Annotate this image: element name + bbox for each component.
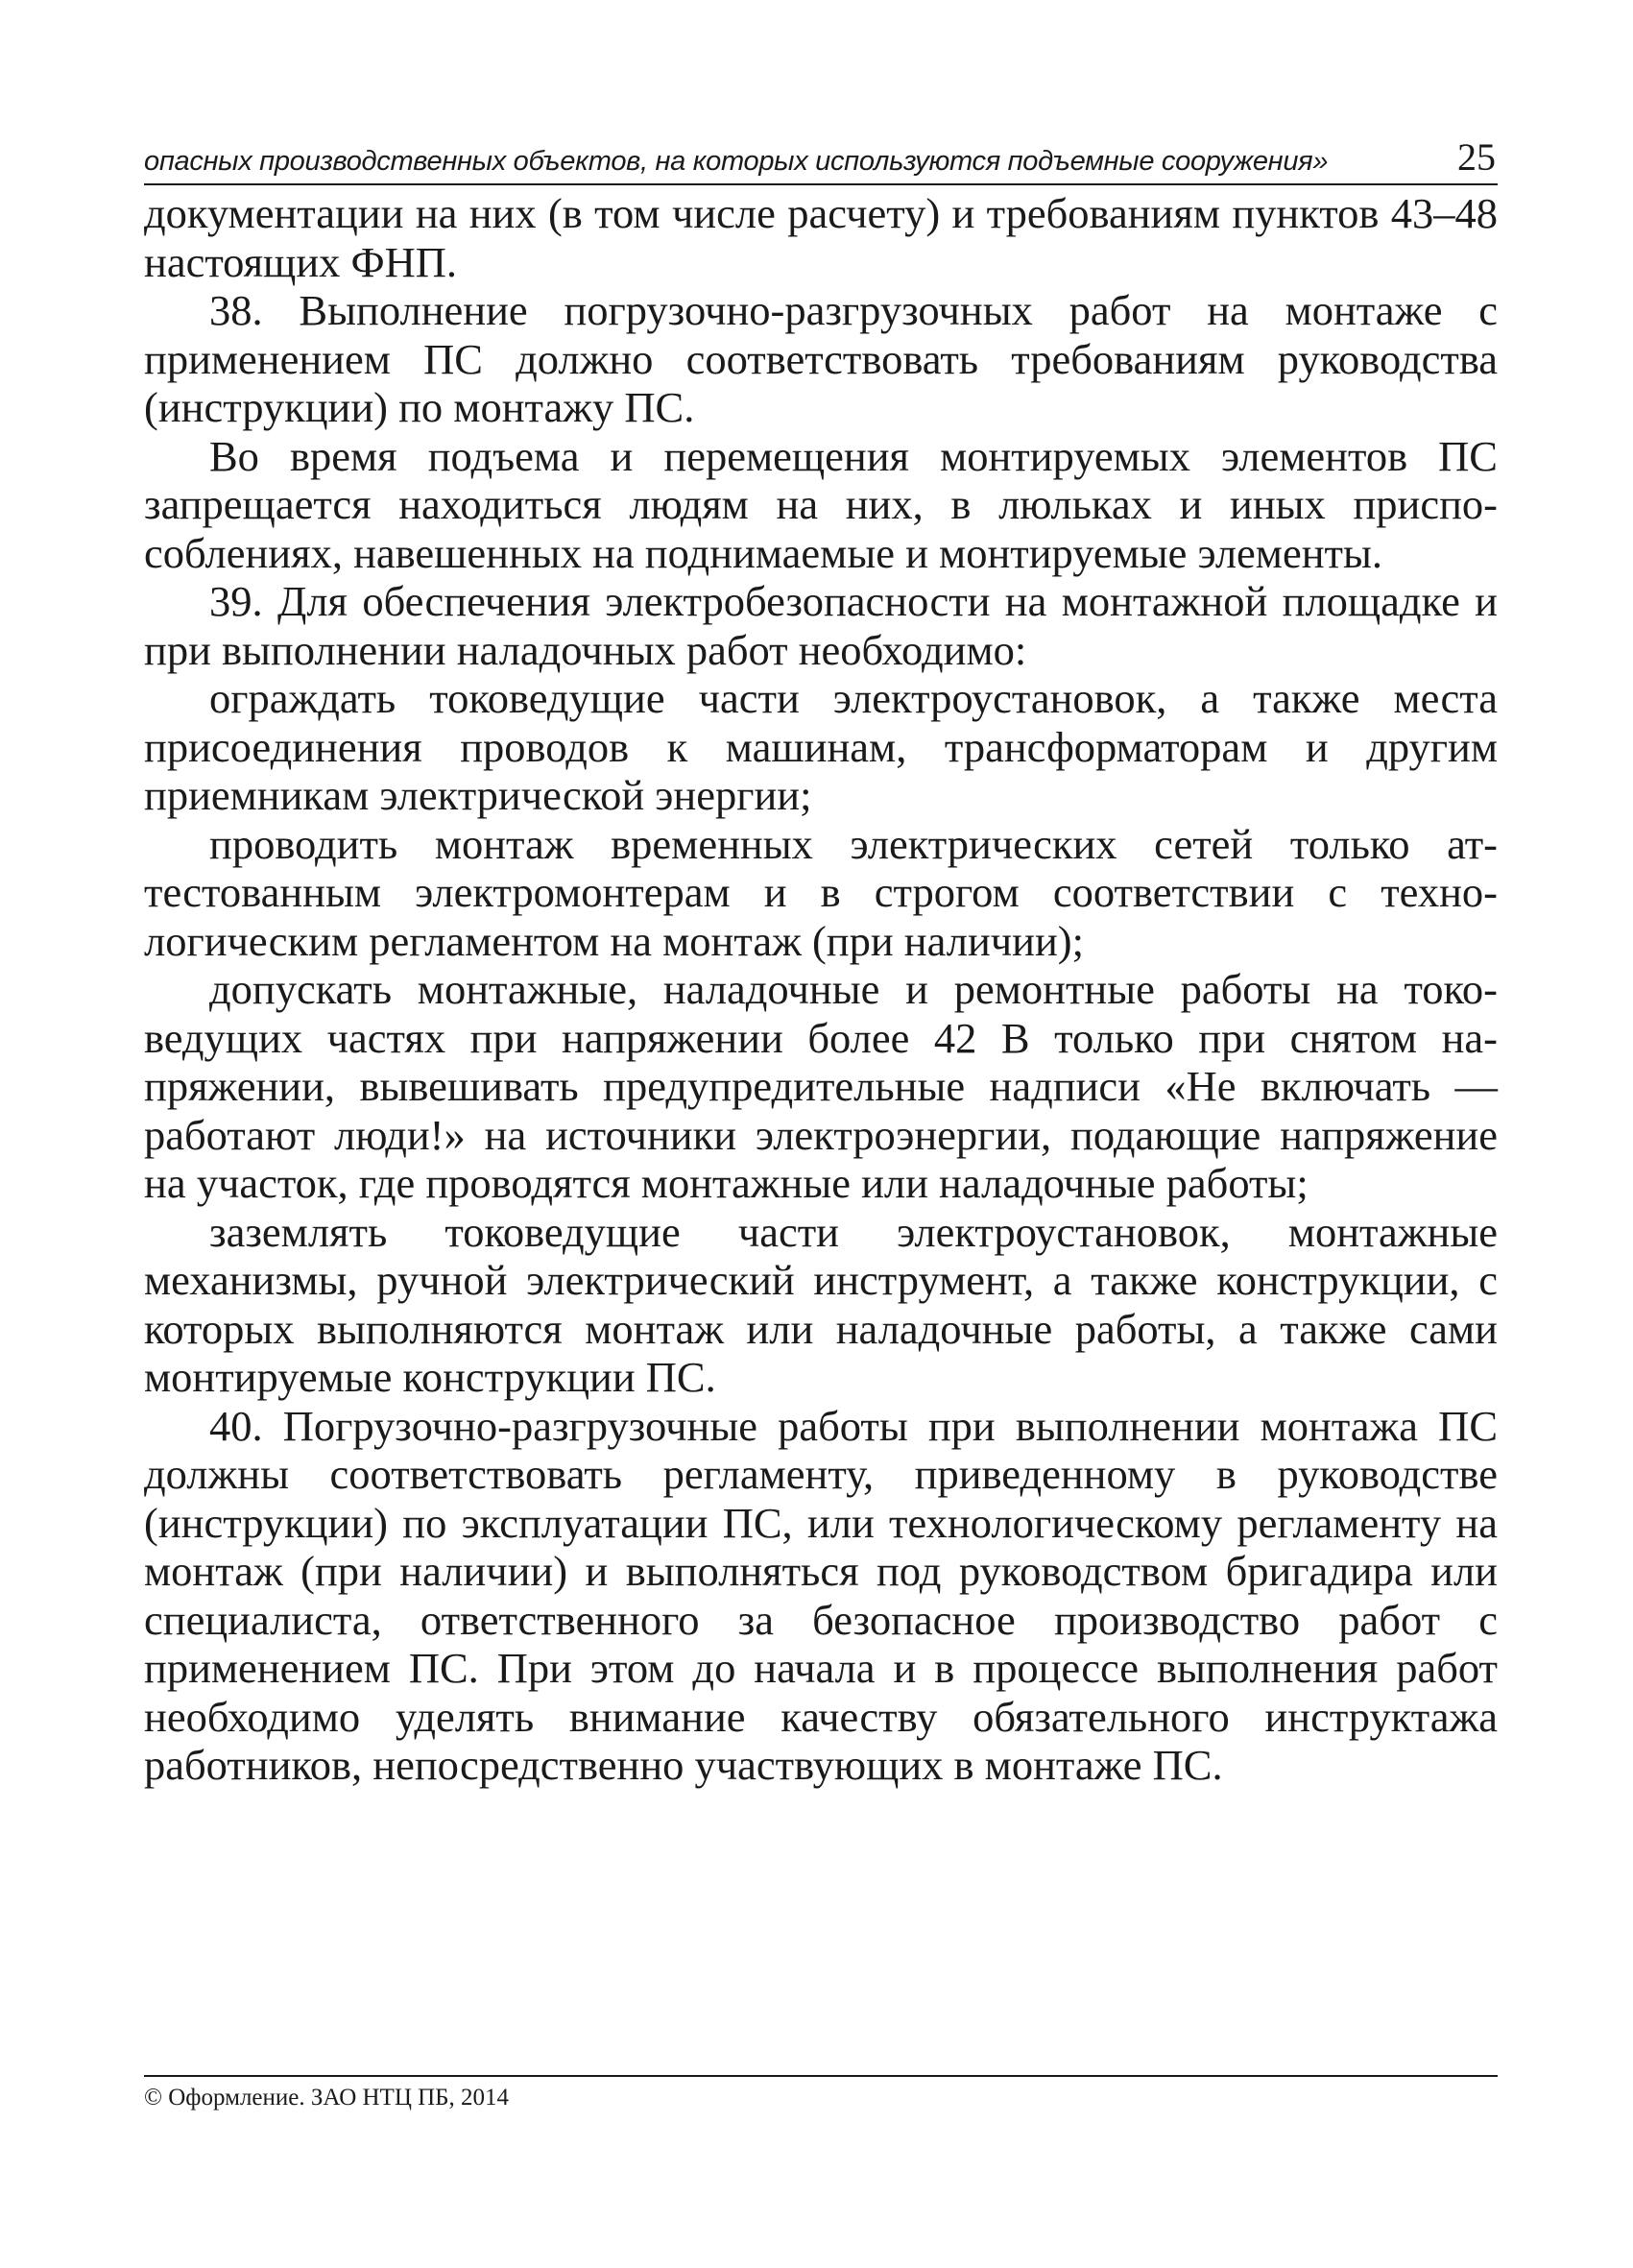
page-number: 25: [1457, 135, 1496, 179]
footer-copyright: © Оформление. ЗАО НТЦ ПБ, 2014: [144, 2085, 510, 2111]
list-item-fencing: ограждать токоведущие части электроустановок, а также места присоединения проводов к машинам, трансформаторам и другим приемникам электрической энергии;: [144, 674, 1498, 819]
paragraph-continuation: документации на них (в том числе расчету) и требованиям пунктов 43–48 настоящих ФНП.: [144, 189, 1498, 286]
list-item-live-parts-work: допускать монтажные, наладочные и ремонтные работы на токоведущих частях при напряжении более 42 В только при снятом напряжении, вывешивать предупредительные надписи «Не включать — работают люди!» на источники электроэнергии, подающие напряжение на участок, где проводятся монтажные или наладочные работы;: [144, 965, 1498, 1207]
paragraph-lifting-prohibition: Во время подъема и перемещения монтируемых элементов ПС запрещается находиться людям на них, в люльках и иных приспособлениях, навешенных на поднимаемые и монтируемые элементы.: [144, 431, 1498, 577]
list-item-grounding: заземлять токоведущие части электроустановок, монтажные механизмы, ручной электрический инструмент, а также конструкции, с которых выполняются монтаж или наладочные работы, а также сами монтируемые конструкции ПС.: [144, 1207, 1498, 1401]
document-page: [144, 130, 1498, 2146]
paragraph-item-39: 39. Для обеспечения электробезопасности на монтажной площадке и при выполнении наладочных работ необходимо:: [144, 577, 1498, 674]
running-header: [144, 130, 1498, 185]
paragraph-item-40: 40. Погрузочно-разгрузочные работы при выполнении монтажа ПС должны соответствовать регламенту, приведенному в руководстве (инструкции) по эксплуатации ПС, или технологическому регламенту на монтаж (при наличии) и выполняться под руководством бригадира или специалиста, ответственного за безопасное производство работ с применением ПС. При этом до начала и в процессе выполнения работ необходимо уделять внимание качеству обязательного инструктажа работников, непосредственно участвующих в монтаже ПС.: [144, 1401, 1498, 1789]
page-footer: [144, 2075, 1498, 2111]
header-title: опасных производственных объектов, на которых используются подъемные сооружения»: [144, 146, 1329, 177]
paragraph-item-38: 38. Выполнение погрузочно-разгрузочных работ на монтаже с применением ПС должно соответствовать требованиям руководства (инструкции) по монтажу ПС.: [144, 286, 1498, 431]
list-item-temporary-networks: проводить монтаж временных электрических сетей только аттестованным электромонтерам и в строгом соответствии с технологическим регламентом на монтаж (при наличии);: [144, 819, 1498, 965]
body-text: [144, 189, 1498, 1790]
